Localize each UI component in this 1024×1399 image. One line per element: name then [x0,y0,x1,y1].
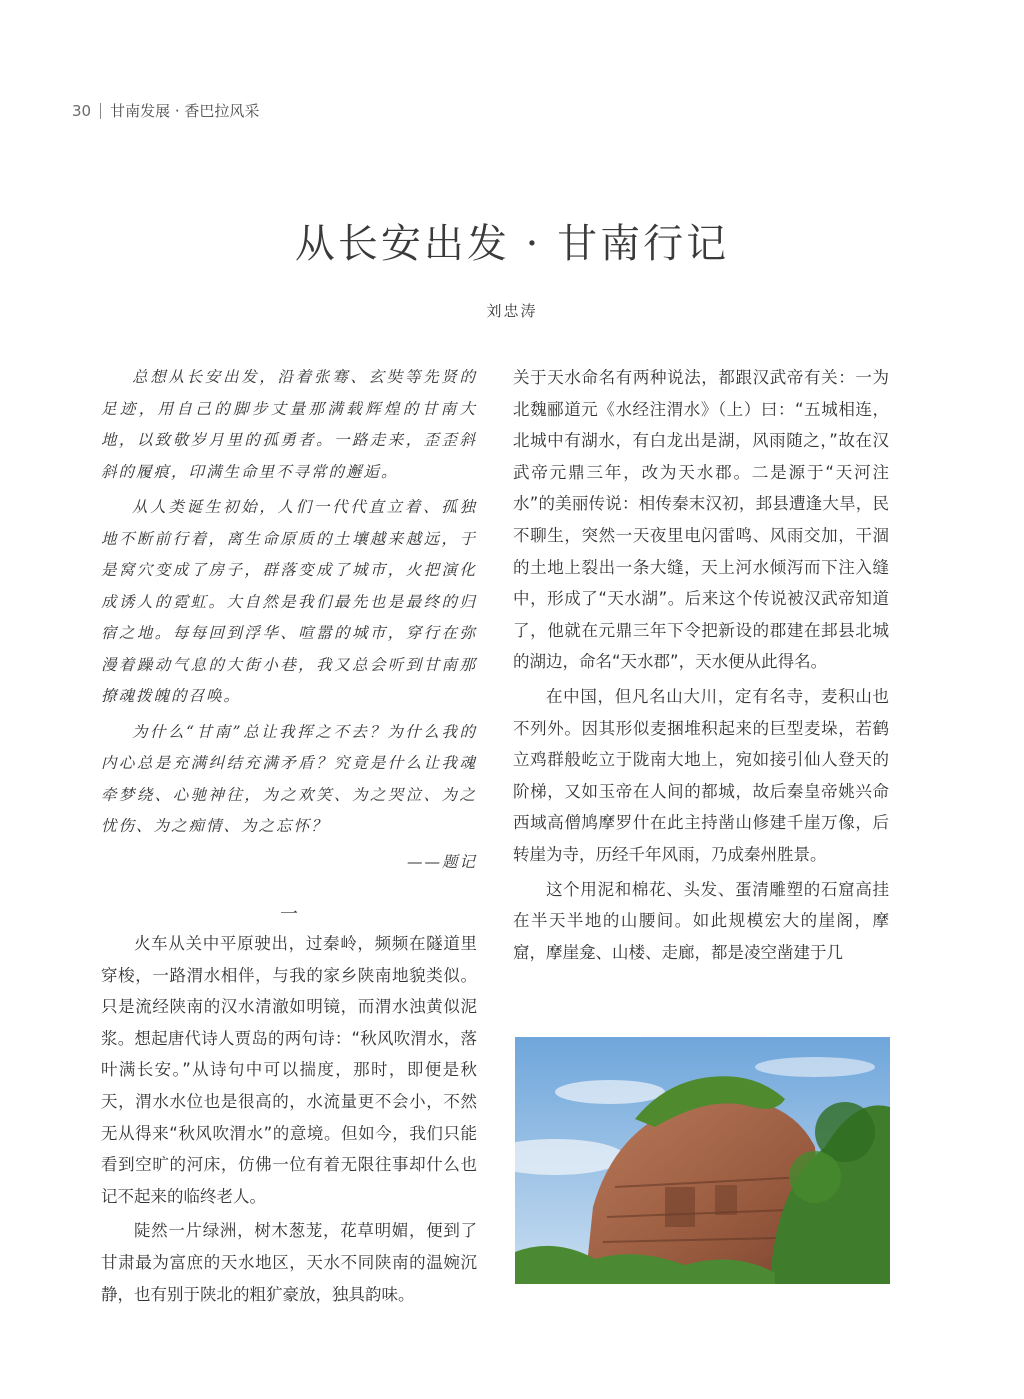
body-paragraph: 火车从关中平原驶出，过秦岭，频频在隧道里穿梭，一路渭水相伴，与我的家乡陕南地貌类似。只是流经陕南的汉水清澈如明镜，而渭水浊黄似泥浆。想起唐代诗人贾岛的两句诗：“秋风吹渭水，落叶满长安。”从诗句中可以揣度，那时，即便是秋天，渭水水位也是很高的，水流量更不会小，不然无从得来“秋风吹渭水”的意境。但如今，我们只能看到空旷的河床，仿佛一位有着无限往事却什么也记不起来的临终老人。 [101,934,477,1206]
section-number: 一 [280,904,298,925]
article-title: 从长安出发 · 甘南行记 [294,221,730,267]
right-body [513,362,889,968]
right-column [513,362,889,971]
left-body [101,928,477,1310]
page-number: 30 [72,101,92,120]
maijishan-grottoes-photo [515,1037,890,1284]
cloud [555,1080,665,1104]
left-column [101,362,477,1313]
body-paragraph: 陡然一片绿洲，树木葱茏，花草明媚，便到了甘肃最为富庶的天水地区，天水不同陕南的温婉沉静，也有别于陕北的粗犷豪放，独具韵味。 [101,1221,477,1304]
running-header [72,100,259,121]
grotto-niche [715,1185,737,1215]
article-author: 刘忠涛 [486,302,538,320]
section-name: 甘南发展 · 香巴拉风采 [110,102,260,120]
body-paragraph: 这个用泥和棉花、头发、蛋清雕塑的石窟高挂在半天半地的山腰间。如此规模宏大的崖阁，摩窟，摩崖龛、山楼、走廊，都是凌空凿建于几 [513,879,889,962]
photo-illustration [515,1037,890,1284]
body-paragraph: 在中国，但凡名山大川，定有名寺，麦积山也不列外。因其形似麦捆堆积起来的巨型麦垛，若鹤立鸡群般屹立于陇南大地上，宛如接引仙人登天的阶梯，又如玉帝在人间的都城，故后秦皇帝姚兴命西域高僧鸠摩罗什在此主持凿山修建千崖万像，后转崖为寺，历经千年风雨，乃成秦州胜景。 [513,686,889,864]
epigraph [101,362,477,878]
intro-paragraph: 总想从长安出发，沿着张骞、玄奘等先贤的足迹，用自己的脚步丈量那满载辉煌的甘南大地，以致敬岁月里的孤勇者。一路走来，歪歪斜斜的履痕，印满生命里不寻常的邂逅。 [101,368,477,481]
cloud [755,1057,875,1077]
tree-foliage [789,1151,841,1203]
grotto-niche [665,1187,695,1227]
header-divider [100,103,101,119]
epigraph-signoff: ——题记 [406,852,477,871]
intro-paragraph: 从人类诞生初始，人们一代代直立着、孤独地不断前行着，离生命原质的土壤越来越远，于是窝穴变成了房子，群落变成了城市，火把演化成诱人的霓虹。大自然是我们最先也是最终的归宿之地。每每回到浮华、喧嚣的城市，穿行在弥漫着躁动气息的大街小巷，我又总会听到甘南那撩魂拨魄的召唤。 [101,498,477,705]
intro-paragraph: 为什么“甘南”总让我挥之不去？为什么我的内心总是充满纠结充满矛盾？究竟是什么让我魂牵梦绕、心驰神往，为之欢笑、为之哭泣、为之忧伤、为之痴情、为之忘怀？ [101,722,477,835]
body-paragraph: 关于天水命名有两种说法，都跟汉武帝有关：一为北魏郦道元《水经注渭水》（上）曰：“五城相连，北城中有湖水，有白龙出是湖，风雨随之，”故在汉武帝元鼎三年，改为天水郡。二是源于“天河注水”的美丽传说：相传秦末汉初，邽县遭逢大旱，民不聊生，突然一天夜里电闪雷鸣、风雨交加，干涸的土地上裂出一条大缝，天上河水倾泻而下注入缝中，形成了“天水湖”。后来这个传说被汉武帝知道了，他就在元鼎三年下令把新设的郡建在邽县北城的湖边，命名“天水郡”，天水便从此得名。 [513,368,889,672]
